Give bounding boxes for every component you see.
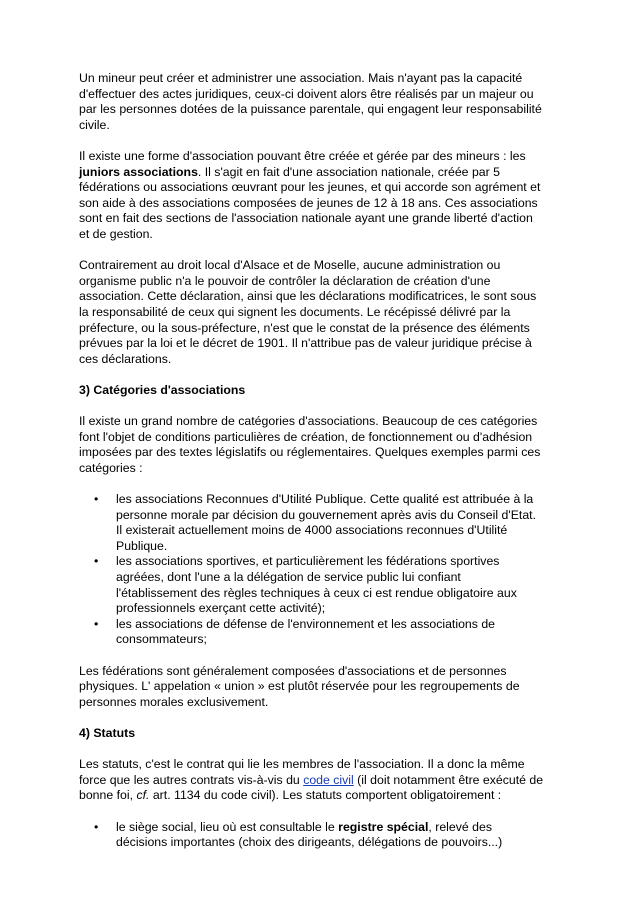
text-line: la responsabilité de ceux qui signent les documents. Le récépissé délivré par la <box>79 304 511 319</box>
text-line: Il existerait actuellement moins de 4000 associations reconnues d'Utilité <box>116 523 508 538</box>
text-line <box>79 165 559 181</box>
text-fragment: , relevé des <box>428 819 492 834</box>
category-list <box>79 492 559 648</box>
text-line <box>79 788 559 804</box>
text-fragment: force que les autres contrats vis-à-vis du <box>79 772 304 787</box>
section-heading-statutes: 4) Statuts <box>79 725 136 740</box>
text-line: Contrairement au droit local d'Alsace et de Moselle, aucune administration ou <box>79 258 501 273</box>
document-body <box>79 71 559 866</box>
text-line: font l'objet de conditions particulières de création, de fonctionnement ou d'adhésion <box>79 429 533 444</box>
text-line: consommateurs; <box>116 632 207 647</box>
paragraph-statutes <box>79 757 559 804</box>
bold-term-registre-special: registre spécial <box>338 819 429 834</box>
text-line: personne morale par décision du gouvernement après avis du Conseil d'Etat. <box>116 507 537 522</box>
paragraph-junior-associations <box>79 149 559 243</box>
text-line: Les fédérations sont généralement composées d'associations et de personnes <box>79 663 507 678</box>
text-line: physiques. L' appelation « union » est plutôt réservée pour les regroupements de <box>79 679 520 694</box>
text-line: les associations Reconnues d'Utilité Publique. Cette qualité est attribuée à la <box>116 492 534 507</box>
paragraph-minors <box>79 71 559 133</box>
text-line: personnes morales exclusivement. <box>79 694 269 709</box>
paragraph-declaration <box>79 258 559 367</box>
text-line: décisions importantes (choix des dirigeants, délégations de pouvoirs...) <box>116 835 503 850</box>
text-fragment: bonne foi, <box>79 788 137 803</box>
text-line: Les statuts, c'est le contrat qui lie les membres de l'association. Il a donc la même <box>79 757 525 772</box>
paragraph-categories-intro <box>79 414 559 476</box>
text-line <box>79 773 559 789</box>
bold-term-juniors-associations: juniors associations <box>79 164 198 179</box>
bullet-icon: • <box>94 492 99 507</box>
text-fragment: . Il s'agit en fait d'une association nationale, créée par 5 <box>197 164 500 179</box>
text-line: préfecture, ou la sous-préfecture, n'est que le constat de la présence des éléments <box>79 320 530 335</box>
text-line: les associations de défense de l'environnement et les associations de <box>116 616 495 631</box>
text-line: agréées, dont l'une a la délégation de service public lui confiant <box>116 570 461 584</box>
text-line <box>116 820 559 836</box>
bullet-icon: • <box>94 554 99 569</box>
text-line: l'établissement des règles techniques à ceux ci est rendue obligatoire aux <box>116 585 517 600</box>
list-item <box>79 492 559 554</box>
text-line: Il existe un grand nombre de catégories d'associations. Beaucoup de ces catégories <box>79 414 538 429</box>
text-line: professionnels exerçant cette activité); <box>116 601 326 616</box>
text-line: les associations sportives, et particulièrement les fédérations sportives <box>116 554 500 569</box>
text-line: imposées par des textes législatifs ou réglementaires. Quelques exemples parmi ces <box>79 445 541 460</box>
text-line: association. Cette déclaration, ainsi que les déclarations modificatrices, le sont sous <box>79 289 537 304</box>
list-item <box>79 820 559 851</box>
list-item <box>79 554 559 616</box>
text-line: Un mineur peut créer et administrer une association. Mais n'ayant pas la capacité <box>79 71 523 85</box>
text-line: ces déclarations. <box>79 351 172 366</box>
text-fragment: art. 1134 du code civil). Les statuts comportent obligatoirement : <box>149 788 502 803</box>
italic-cf: cf. <box>136 788 150 803</box>
text-line: Publique. <box>116 538 168 553</box>
text-line: Il existe une forme d'association pouvant être créée et gérée par des mineurs : les <box>79 148 526 163</box>
bullet-icon: • <box>94 819 99 834</box>
list-item <box>79 617 559 648</box>
text-line: organisme public n'a le pouvoir de contrôler la déclaration de création d'une <box>79 273 491 288</box>
text-line: son aide à des associations composées de jeunes de 12 à 18 ans. Ces associations <box>79 195 538 210</box>
text-line: catégories : <box>79 460 143 475</box>
text-line: et de gestion. <box>79 226 153 241</box>
text-fragment: le siège social, lieu où est consultable le <box>116 819 339 834</box>
statutes-list <box>79 820 559 851</box>
text-line: par les personnes dotées de la puissance parentale, qui engagent leur responsabilité <box>79 102 542 117</box>
paragraph-federations <box>79 664 559 711</box>
code-civil-link[interactable]: code civil <box>303 772 354 787</box>
section-heading-categories: 3) Catégories d'associations <box>79 382 246 397</box>
text-line: sont en fait des sections de l'association nationale ayant une grande liberté d'action <box>79 211 533 226</box>
text-line: d'effectuer des actes juridiques, ceux-ci doivent alors être réalisés par un majeur ou <box>79 86 534 101</box>
bullet-icon: • <box>94 616 99 631</box>
text-line: civile. <box>79 117 110 132</box>
text-line: fédérations ou associations œuvrant pour les jeunes, et qui accorde son agrément et <box>79 180 541 195</box>
text-fragment: (il doit notamment être exécuté de <box>353 772 544 787</box>
text-line: prévues par la loi et le décret de 1901. Il n'attribue pas de valeur juridique précise à <box>79 336 532 351</box>
